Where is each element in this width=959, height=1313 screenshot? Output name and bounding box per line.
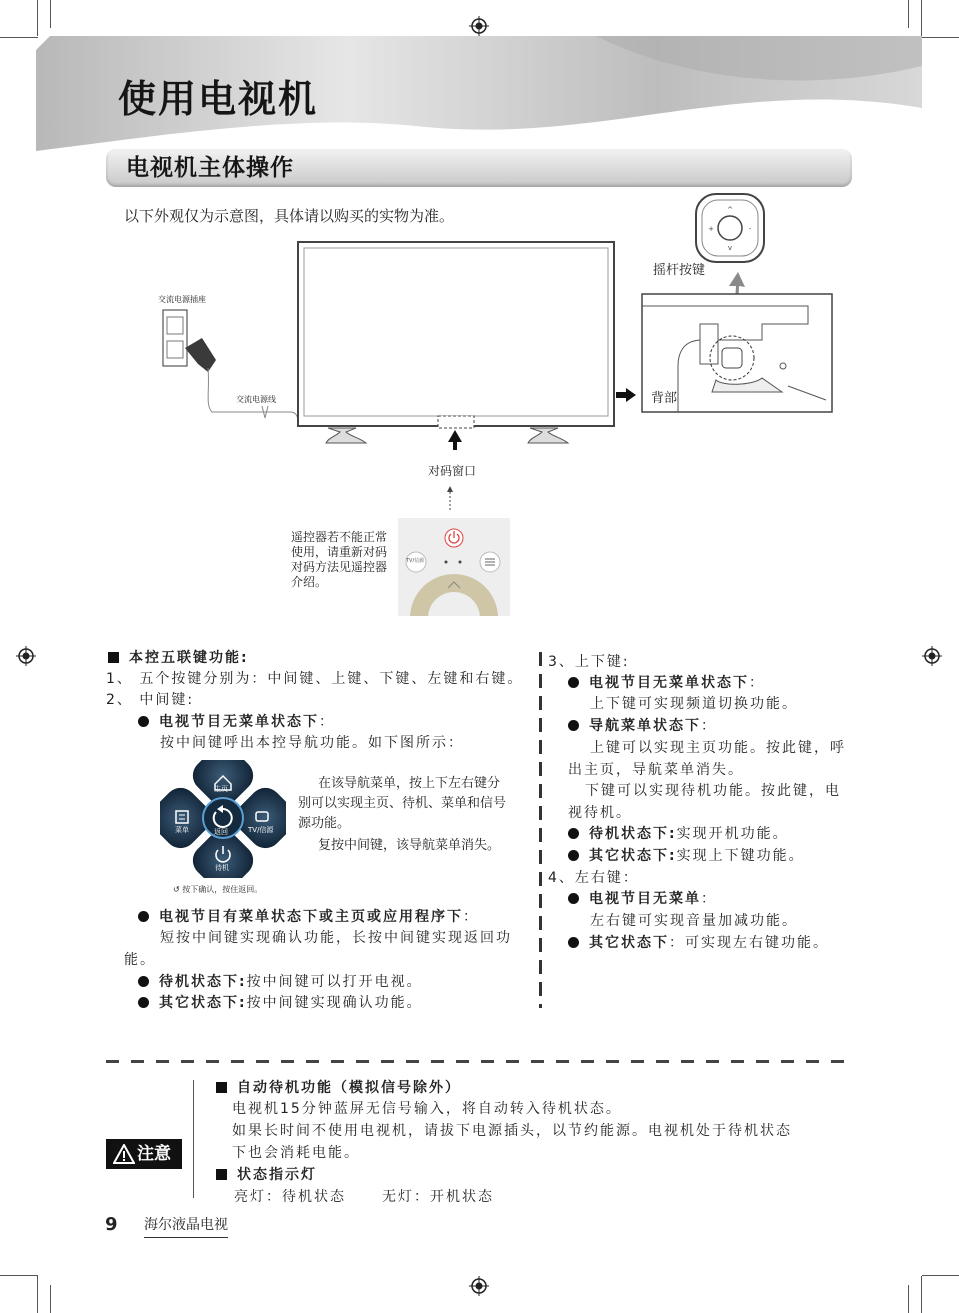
- bullet-icon: [138, 997, 149, 1008]
- notice-badge: 注意: [106, 1139, 182, 1169]
- right-bullet-5-text: 左右键可实现音量加减功能。: [590, 913, 798, 929]
- crop-mark: [922, 1275, 959, 1276]
- crop-mark: [0, 37, 38, 38]
- dashed-arrow: [444, 484, 456, 512]
- registration-mark-icon: [469, 16, 489, 36]
- nav-back-label: 返回: [214, 828, 228, 836]
- left-bullet-1-text: 按中间键呼出本控导航功能。如下图所示：: [160, 735, 464, 751]
- crop-mark: [50, 0, 51, 28]
- crop-mark: [908, 0, 909, 28]
- pairing-window-label: 对码窗口: [428, 464, 477, 478]
- right-bullet-2-text2: 出主页，导航菜单消失。: [568, 762, 744, 778]
- intro-text: 以下外观仅为示意图，具体请以购买的实物为准。: [124, 207, 455, 225]
- crop-mark: [37, 1276, 38, 1313]
- cord-label: 交流电源线: [236, 395, 276, 404]
- bullet-icon: [138, 911, 149, 922]
- back-label: 背部: [651, 391, 678, 406]
- crop-mark: [921, 1276, 922, 1313]
- bullet-icon: [568, 720, 579, 731]
- svg-text:-: -: [748, 225, 752, 233]
- section-title: 电视机主体操作: [126, 155, 294, 181]
- notice-heading-2: 状态指示灯: [216, 1165, 317, 1185]
- warning-icon: [113, 1144, 135, 1164]
- joystick-label: 摇杆按键: [653, 263, 706, 278]
- right-bullet-2-text3: 下键可以实现待机功能。按此键，电: [585, 783, 841, 799]
- registration-mark-icon: [16, 646, 36, 666]
- bullet-icon: [138, 716, 149, 727]
- bullet-icon: [568, 677, 579, 688]
- page-number: 9: [105, 1214, 118, 1235]
- remote-note: 遥控器若不能正常 使用，请重新对码 对码方法见遥控器 介绍。: [291, 530, 388, 589]
- left-item-2: 2、 中间键:: [106, 692, 195, 708]
- notice-text-4a: 亮灯：待机状态: [234, 1189, 346, 1205]
- remote-image: [398, 518, 510, 616]
- crop-mark: [50, 1285, 51, 1313]
- left-bullet-2-text: 短按中间键实现确认功能，长按中间键实现返回功: [160, 930, 512, 946]
- back-arrow-icon: ↺: [173, 885, 183, 894]
- bullet-icon: [568, 937, 579, 948]
- crop-mark: [908, 1285, 909, 1313]
- bullet-icon: [568, 828, 579, 839]
- left-bullet-1: 电视节目无菜单状态下：: [138, 712, 335, 732]
- crop-mark: [37, 0, 38, 36]
- crop-mark: [0, 1275, 38, 1276]
- right-bullet-2-text4: 视待机。: [568, 805, 632, 821]
- bullet-icon: [568, 893, 579, 904]
- footer-brand: 海尔液晶电视: [144, 1215, 228, 1238]
- registration-mark-icon: [922, 646, 942, 666]
- right-item-4: 4、左右键：: [548, 870, 639, 886]
- right-bullet-4: 其它状态下:实现上下键功能。: [568, 846, 805, 866]
- square-bullet-icon: [216, 1082, 227, 1093]
- nav-menu-label: 菜单: [175, 826, 189, 834]
- notice-text-3: 下也会消耗电能。: [232, 1145, 360, 1161]
- notice-divider: [193, 1080, 194, 1198]
- nav-tv-source-label: TV/信源: [248, 826, 274, 834]
- registration-mark-icon: [469, 1276, 489, 1296]
- left-bullet-2-text-cont: 能。: [124, 952, 156, 968]
- svg-text:v: v: [727, 244, 733, 252]
- tv-diagram: [150, 240, 620, 450]
- right-bullet-6: 其它状态下：可实现左右键功能。: [568, 933, 829, 953]
- right-bullet-1: 电视节目无菜单状态下：: [568, 673, 765, 693]
- nav-hint: ↺ 按下确认，按住返回。: [173, 885, 263, 894]
- dashed-separator: [106, 1060, 854, 1063]
- bullet-icon: [568, 850, 579, 861]
- nav-description: 在该导航菜单，按上下左右键分 别可以实现主页、待机、菜单和信号 源功能。 复按中间键，该导航菜单消失。: [298, 776, 507, 853]
- left-heading: 本控五联键功能:: [108, 648, 249, 668]
- right-bullet-5: 电视节目无菜单：: [568, 889, 717, 909]
- nav-standby-label: 待机: [215, 864, 229, 872]
- right-arrow-icon: [616, 388, 636, 402]
- svg-text:+: +: [708, 225, 714, 233]
- remote-tv-label: TV/信源: [406, 558, 425, 564]
- left-item-1: 1、 五个按键分别为：中间键、上键、下键、左键和右键。: [106, 671, 524, 687]
- square-bullet-icon: [108, 652, 119, 663]
- right-bullet-3: 待机状态下:实现开机功能。: [568, 824, 789, 844]
- svg-text:^: ^: [727, 206, 733, 214]
- column-divider: [539, 652, 542, 1008]
- right-bullet-2-text1: 上键可以实现主页功能。按此键，呼: [590, 740, 846, 756]
- back-view-diagram: [612, 190, 842, 415]
- square-bullet-icon: [216, 1169, 227, 1180]
- right-bullet-2: 导航菜单状态下：: [568, 716, 717, 736]
- left-bullet-2: 电视节目有菜单状态下或主页或应用程序下：: [138, 907, 479, 927]
- notice-text-1: 电视机15分钟蓝屏无信号输入，将自动转入待机状态。: [232, 1101, 622, 1117]
- right-bullet-1-text: 上下键可实现频道切换功能。: [590, 696, 798, 712]
- page-title: 使用电视机: [118, 77, 319, 121]
- crop-mark: [921, 0, 922, 36]
- socket-label: 交流电源插座: [158, 295, 206, 304]
- notice-text-2: 如果长时间不使用电视机，请拔下电源插头，以节约能源。电视机处于待机状态: [232, 1123, 792, 1139]
- right-item-3: 3、上下键:: [548, 654, 630, 670]
- left-bullet-3: 待机状态下:按中间键可以打开电视。: [138, 972, 423, 992]
- nav-home-label: 主页: [214, 785, 228, 793]
- notice-text-4b: 无灯：开机状态: [382, 1189, 494, 1205]
- nav-menu-diagram: [160, 760, 286, 878]
- left-bullet-4: 其它状态下:按中间键实现确认功能。: [138, 993, 423, 1013]
- notice-heading-1: 自动待机功能（模拟信号除外）: [216, 1078, 461, 1098]
- crop-mark: [922, 37, 959, 38]
- bullet-icon: [138, 976, 149, 987]
